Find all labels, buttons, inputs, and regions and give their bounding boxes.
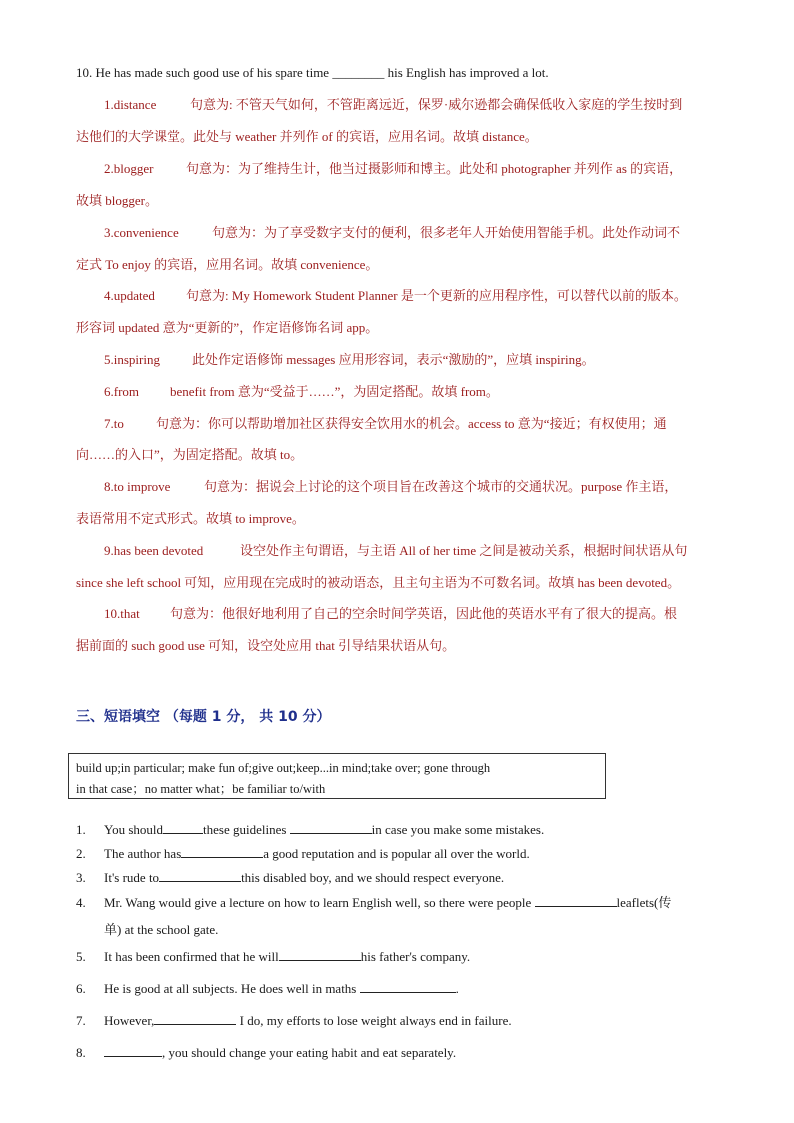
- question-number: 4.: [76, 895, 86, 910]
- answer-blank[interactable]: [181, 845, 263, 858]
- question-7: [76, 1012, 512, 1029]
- answer-key: 1.distance: [104, 97, 157, 112]
- question-text: The author has: [104, 846, 182, 861]
- answer-explanation: 句意为: My Homework Student Planner 是一个更新的应用程序性，可以替代以前的版本。: [186, 288, 687, 303]
- answer-key: 10.that: [104, 606, 140, 621]
- question-number: 3.: [76, 870, 86, 885]
- answer-explanation: 此处作定语修饰 messages 应用形容词，表示“激励的”，应填 inspiring。: [192, 352, 595, 367]
- question-text: However,: [104, 1013, 155, 1028]
- phrase-bank-box: [68, 753, 606, 799]
- answer-blank[interactable]: [163, 821, 203, 834]
- answer-explanation: 句意为: 不管天气如何，不管距离远近，保罗·威尔逊都会确保低收入家庭的学生按时到: [190, 97, 683, 112]
- question-number: 5.: [76, 949, 86, 964]
- answer-explanation-cont: 表语常用不定式形式。故填 to improve。: [76, 511, 305, 526]
- question-text: in case you make some mistakes.: [371, 822, 545, 837]
- question-1: [76, 821, 544, 838]
- phrase-bank-line-2: in that case；no matter what；be familiar to/with: [76, 782, 326, 796]
- question-2: [76, 845, 530, 862]
- question-text: You should: [104, 822, 164, 837]
- question-4-cont: [76, 922, 218, 938]
- question-text: I do, my efforts to lose weight always end in failure.: [239, 1013, 512, 1028]
- question-number: 8.: [76, 1045, 86, 1060]
- answer-explanation: 句意为：为了享受数字支付的便利，很多老年人开始使用智能手机。此处作动词不: [212, 225, 681, 240]
- question-3: [76, 869, 504, 886]
- question-text: .: [455, 981, 459, 996]
- question-number: 1.: [76, 822, 86, 837]
- question-number: 2.: [76, 846, 86, 861]
- phrase-bank-line-1: build up;in particular; make fun of;give out;keep...in mind;take over; gone through: [76, 761, 491, 775]
- question-text: his father's company.: [360, 949, 471, 964]
- question-5: [76, 948, 470, 965]
- question-10-line: 10. He has made such good use of his spare time ________ his English has improved a lot.: [76, 65, 549, 80]
- question-text: 单) at the school gate.: [104, 922, 219, 937]
- answer-key: 3.convenience: [104, 225, 179, 240]
- question-text: a good reputation and is popular all over the world.: [263, 846, 530, 861]
- answer-explanation: 句意为：他很好地利用了自己的空余时间学英语，因此他的英语水平有了很大的提高。根: [170, 606, 678, 621]
- question-text: leaflets(传: [616, 895, 672, 910]
- question-text: these guidelines: [203, 822, 287, 837]
- answer-explanation-cont: 定式 To enjoy 的宾语，应用名词。故填 convenience。: [76, 257, 379, 272]
- question-8: [76, 1044, 456, 1061]
- answer-explanation-cont: 形容词 updated 意为“更新的”，作定语修饰名词 app。: [76, 320, 379, 335]
- question-text: It's rude to: [104, 870, 160, 885]
- answer-explanation-cont: 向……的入口”，为固定搭配。故填 to。: [76, 447, 304, 462]
- question-text: Mr. Wang would give a lecture on how to learn English well, so there were people: [104, 895, 532, 910]
- answer-blank[interactable]: [154, 1012, 236, 1025]
- question-text: , you should change your eating habit and eat separately.: [162, 1045, 457, 1060]
- question-number: 6.: [76, 981, 86, 996]
- answer-explanation: 句意为：你可以帮助增加社区获得安全饮用水的机会。access to 意为“接近；有权使用；通: [156, 416, 667, 431]
- answer-blank[interactable]: [360, 980, 456, 993]
- answer-key: 5.inspiring: [104, 352, 160, 367]
- question-number: 7.: [76, 1013, 86, 1028]
- answer-blank[interactable]: [104, 1044, 162, 1057]
- answer-explanation: 设空处作主句谓语，与主语 All of her time 之间是被动关系，根据时间状语从句: [240, 543, 688, 558]
- answer-explanation-cont: since she left school 可知，应用现在完成时的被动语态，且主句主语为不可数名词。故填 has been devoted。: [76, 575, 681, 590]
- answer-blank[interactable]: [290, 821, 372, 834]
- answer-key: 2.blogger: [104, 161, 154, 176]
- answer-key: 7.to: [104, 416, 124, 431]
- answer-explanation: 句意为：为了维持生计，他当过摄影师和博主。此处和 photographer 并列作 as 的宾语，: [186, 161, 683, 176]
- answer-blank[interactable]: [159, 869, 241, 882]
- answer-blank[interactable]: [535, 894, 617, 907]
- answer-key: 8.to improve: [104, 479, 171, 494]
- question-text: this disabled boy, and we should respect everyone.: [241, 870, 505, 885]
- question-text: He is good at all subjects. He does well in maths: [104, 981, 357, 996]
- answer-key: 6.from: [104, 384, 140, 399]
- answer-explanation-cont: 故填 blogger。: [76, 193, 158, 208]
- answer-explanation: 句意为：据说会上讨论的这个项目旨在改善这个城市的交通状况。purpose 作主语，: [204, 479, 678, 494]
- question-4: [76, 894, 671, 911]
- answer-explanation-cont: 据前面的 such good use 可知，设空处应用 that 引导结果状语从句。: [76, 638, 456, 653]
- question-6: [76, 980, 459, 997]
- answer-key: 9.has been devoted: [104, 543, 204, 558]
- answer-blank[interactable]: [279, 948, 361, 961]
- answer-key: 4.updated: [104, 288, 155, 303]
- question-text: It has been confirmed that he will: [104, 949, 279, 964]
- section-heading: 三、短语填空 （每题 1 分， 共 10 分）: [76, 709, 331, 725]
- answer-explanation-cont: 达他们的大学课堂。此处与 weather 并列作 of 的宾语，应用名词。故填 distance。: [76, 129, 538, 144]
- answer-explanation: benefit from 意为“受益于……”，为固定搭配。故填 from。: [170, 384, 499, 399]
